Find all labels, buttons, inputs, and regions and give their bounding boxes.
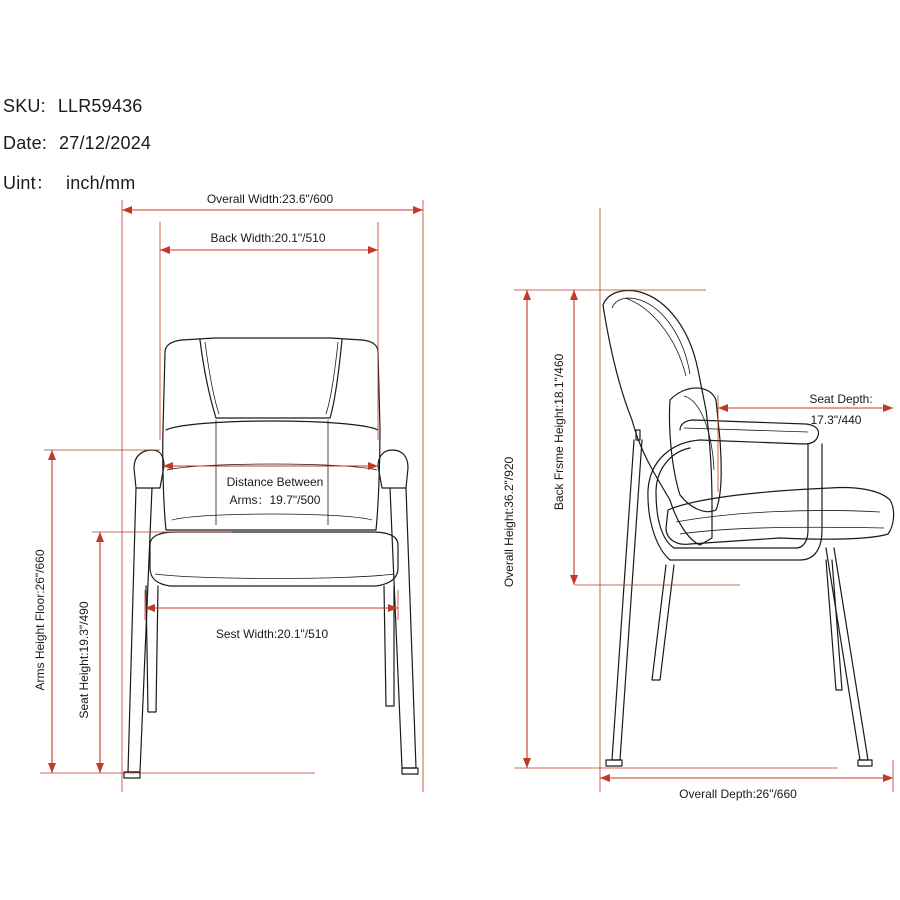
sku-value: LLR59436 bbox=[57, 96, 143, 116]
unit-label: Uint： bbox=[3, 173, 55, 193]
seat-width-label: Sest Width:20.1"/510 bbox=[215, 627, 329, 641]
seat-height-label: Seat Height:19.3"/490 bbox=[77, 601, 91, 719]
dimension-labels bbox=[33, 192, 873, 801]
overall-depth-label: Overall Depth:26"/660 bbox=[679, 787, 797, 801]
overall-width-label: Overall Width:23.6"/600 bbox=[206, 192, 334, 206]
back-frame-height-label: Back Frsme Height:18.1"/460 bbox=[552, 353, 566, 511]
back-width-label: Back Width:20.1"/510 bbox=[210, 231, 326, 245]
arms-height-label: Arms Height Floor:26"/660 bbox=[33, 549, 47, 691]
front-view-chair bbox=[124, 338, 418, 778]
sku-label: SKU: bbox=[3, 96, 46, 116]
side-view-chair bbox=[603, 291, 894, 766]
seat-depth-label-2: 17.3"/440 bbox=[810, 413, 862, 427]
arms-distance-label-2: Arms：19.7"/500 bbox=[229, 493, 321, 507]
date-label: Date: bbox=[3, 133, 48, 153]
overall-height-label: Overall Height:36.2"/920 bbox=[502, 456, 516, 588]
date-value: 27/12/2024 bbox=[59, 133, 152, 153]
dimension-lines bbox=[40, 200, 893, 792]
seat-depth-label-1: Seat Depth: bbox=[809, 392, 873, 406]
arms-distance-label-1: Distance Between bbox=[226, 475, 324, 489]
unit-value: inch/mm bbox=[66, 173, 136, 193]
